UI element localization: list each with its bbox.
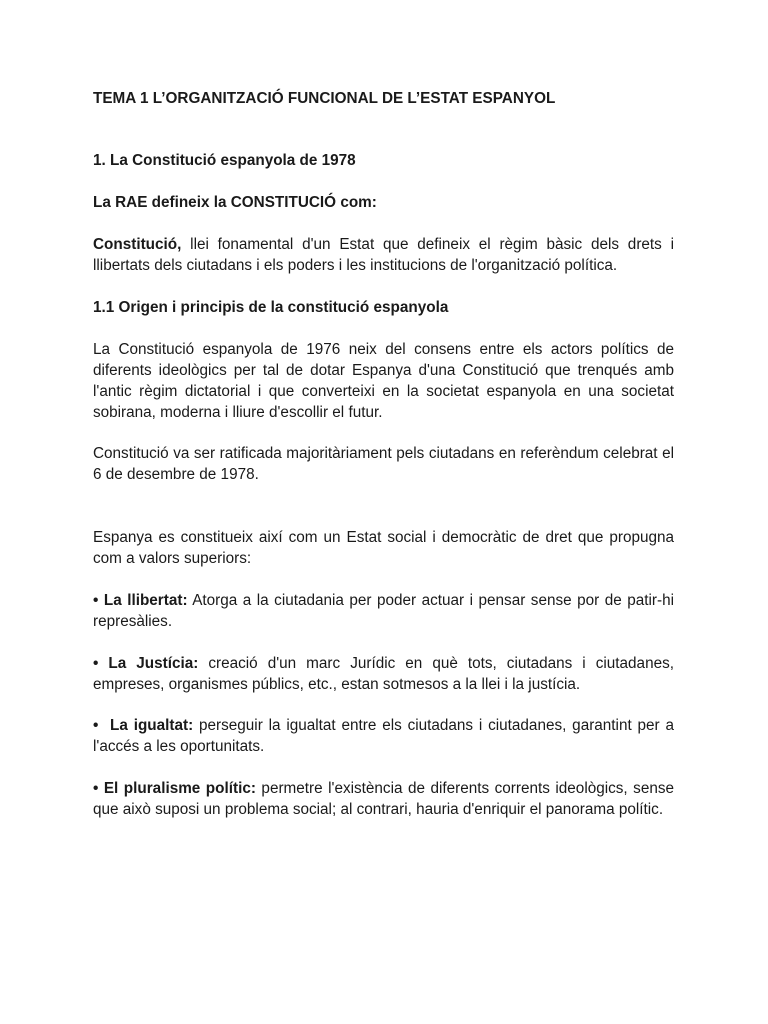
value-text: Atorga a la ciutadania per poder actuar i pensar sense por de patir-hi represàlies.	[93, 592, 674, 630]
value-term: • La igualtat:	[93, 717, 194, 734]
value-text: perseguir la igualtat entre els ciutadans i ciutadanes, garantint per a l'accés a les oportunitats.	[93, 717, 674, 755]
definition-paragraph	[93, 234, 674, 276]
ratification-paragraph: Constitució va ser ratificada majoritàriament pels ciutadans en referèndum celebrat el 6 de desembre de 1978.	[93, 445, 674, 483]
document-title: TEMA 1 L’ORGANITZACIÓ FUNCIONAL DE L’ESTAT ESPANYOL	[93, 90, 556, 107]
value-text: creació d'un marc Jurídic en què tots, ciutadans i ciutadanes, empreses, organismes públics, etc., estan sotmesos a la llei i la justícia.	[93, 655, 674, 693]
rae-heading: La RAE defineix la CONSTITUCIÓ com:	[93, 194, 377, 211]
definition-term: Constitució,	[93, 236, 182, 253]
value-item-igualtat	[93, 715, 674, 757]
value-item-justicia	[93, 653, 674, 695]
value-term: • El pluralisme polític:	[93, 780, 256, 797]
section-1-heading: 1. La Constitució espanyola de 1978	[93, 152, 356, 169]
value-item-pluralisme	[93, 778, 674, 820]
value-term: • La Justícia:	[93, 655, 199, 672]
origin-paragraph: La Constitució espanyola de 1976 neix del consens entre els actors polítics de diferents ideològics per tal de dotar Espanya d'una Constitució que trenqués amb l'antic règim dictatorial i que converteixi en la societat espanyola en una societat sobirana, moderna i lliure d'escollir el futur.	[93, 341, 674, 421]
value-item-llibertat	[93, 590, 674, 632]
state-paragraph: Espanya es constitueix així com un Estat social i democràtic de dret que propugna com a valors superiors:	[93, 529, 674, 567]
section-1-1-heading: 1.1 Origen i principis de la constitució espanyola	[93, 299, 449, 316]
value-text: permetre l'existència de diferents corrents ideològics, sense que això suposi un problema social; al contrari, hauria d'enriquir el panorama polític.	[93, 780, 674, 818]
value-term: • La llibertat:	[93, 592, 188, 609]
definition-text: llei fonamental d'un Estat que defineix el règim bàsic dels drets i llibertats dels ciutadans i els poders i les institucions de l'organització política.	[93, 236, 674, 274]
